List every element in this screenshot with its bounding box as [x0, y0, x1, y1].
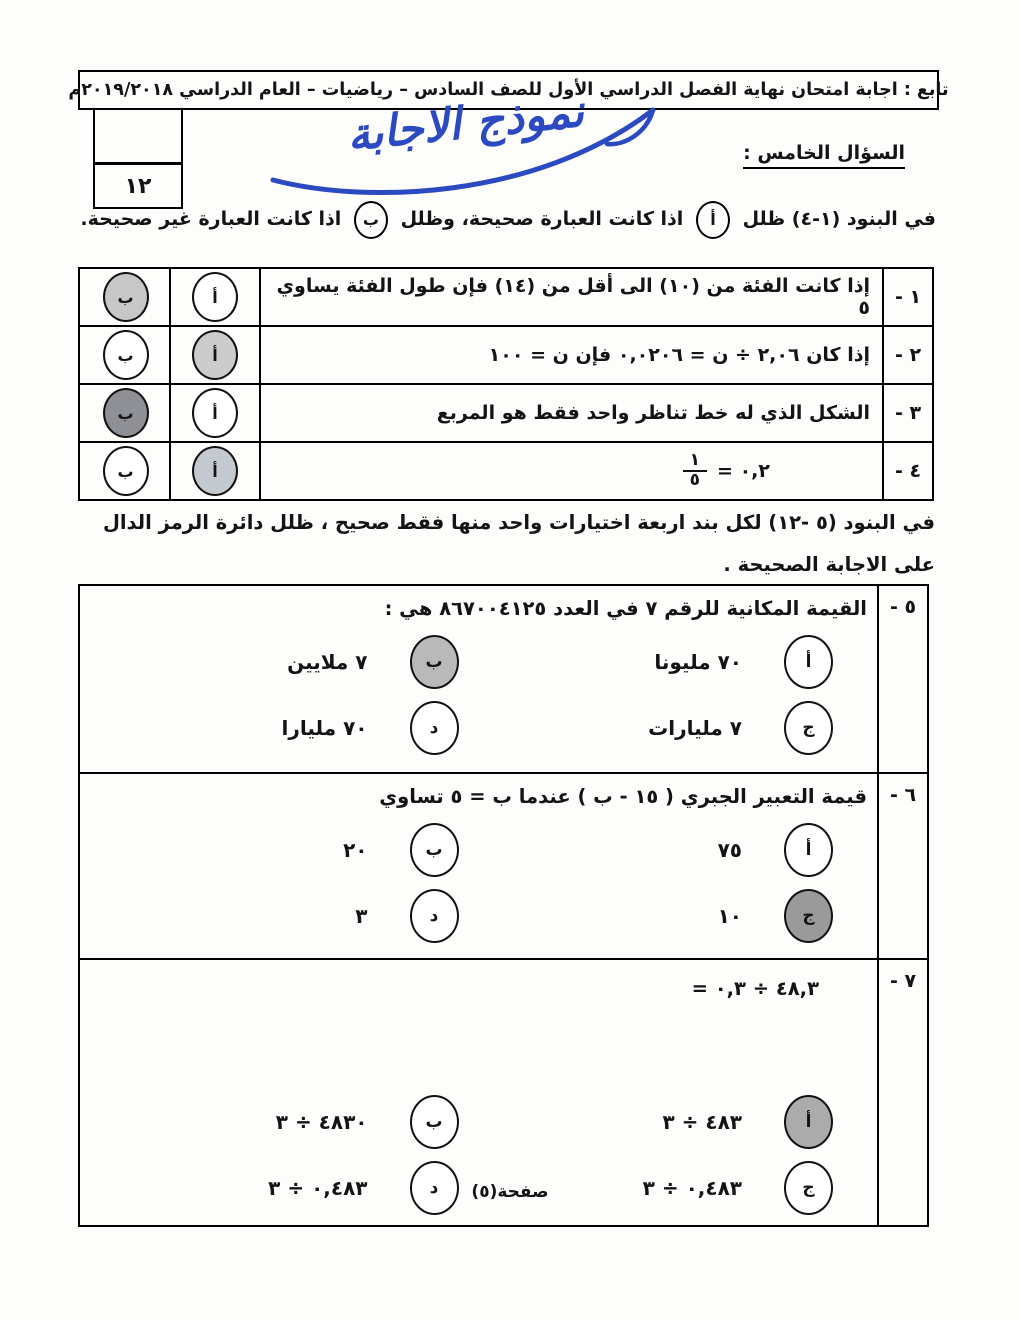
question-text: القيمة المكانية للرقم ٧ في العدد ٨٦٧٠٠٤١٢٥ هي :: [384, 597, 867, 620]
choice-a-cell: [169, 443, 259, 499]
option-text: ٧ مليارات: [648, 716, 742, 741]
bubble-letter: ج: [802, 1178, 815, 1199]
answer-bubble-b: [103, 272, 149, 322]
bubble-letter: أ: [212, 345, 218, 365]
bubble-letter: د: [429, 718, 439, 739]
answer-bubble-b: [103, 330, 149, 380]
answer-bubble-a: [192, 388, 238, 438]
option-text: ٧٥: [717, 838, 742, 863]
choice-a-cell: [169, 327, 259, 383]
answer-bubble: [410, 1095, 459, 1149]
option-a: [465, 823, 868, 877]
question-number: ٦ -: [877, 774, 927, 958]
options-grid: [90, 635, 867, 755]
score-box-empty-cell: [95, 110, 181, 165]
options-row: [90, 635, 867, 689]
equation-lhs: ٠,٢ =: [717, 460, 770, 482]
answer-bubble-b: [103, 446, 149, 496]
choice-b-cell: [82, 269, 169, 325]
score-box: [93, 108, 183, 209]
option-text: ٤٨٣ ÷ ٣: [662, 1110, 742, 1135]
choice-a-cell: [169, 385, 259, 441]
answer-bubble: [410, 701, 459, 755]
exam-header-title: تابع : اجابة امتحان نهاية الفصل الدراسي الأول للصف السادس – رياضيات – العام الدراسي ٢٠١٩/٢٠١٨م: [68, 80, 949, 100]
option-text: ٧ ملايين: [287, 650, 368, 675]
answer-bubble: [784, 889, 833, 943]
answer-bubble-a: [192, 272, 238, 322]
bubble-letter: أ: [212, 403, 218, 423]
bubble-letter: د: [429, 1178, 439, 1199]
options-grid: [90, 823, 867, 943]
answer-bubble: [784, 701, 833, 755]
bubble-letter: ب: [117, 461, 134, 481]
page-number-footer: صفحة(٥): [471, 1182, 549, 1202]
option-b: [90, 1095, 465, 1149]
option-text: ٧٠ مليونا: [654, 650, 742, 675]
item-statement: [259, 443, 882, 499]
answer-bubble: [784, 635, 833, 689]
table-row: [80, 385, 932, 443]
options-row: [90, 823, 867, 877]
section-title: السؤال الخامس :: [743, 142, 905, 169]
bubble-letter: د: [429, 906, 439, 927]
handwriting-text: نموذج الاجابة: [344, 85, 587, 162]
bubble-letter: ب: [117, 287, 134, 307]
option-j: [465, 889, 868, 943]
bubble-letter: أ: [805, 652, 812, 673]
option-text: ٧٠ مليارا: [281, 716, 368, 741]
fraction-denominator: ٥: [689, 470, 701, 490]
bubble-letter: أ: [805, 840, 812, 861]
answer-bubble: [410, 635, 459, 689]
question-body: [80, 586, 877, 772]
option-text: ٤٨٣٠ ÷ ٣: [275, 1110, 368, 1135]
item-number: ٣ -: [882, 385, 932, 441]
bubble-letter: أ: [805, 1112, 812, 1133]
mcq-question-row: [80, 586, 927, 774]
bubble-letter: ب: [117, 345, 134, 365]
item-statement: إذا كان ٢,٠٦ ÷ ن = ٠,٠٢٠٦ فإن ن = ١٠٠: [259, 327, 882, 383]
option-b: [90, 635, 465, 689]
bubble-letter: ب: [425, 1112, 443, 1133]
question-number: ٥ -: [877, 586, 927, 772]
option-text: ١٠: [717, 904, 742, 929]
answer-bubble: [784, 823, 833, 877]
choice-b-cell: [82, 443, 169, 499]
option-b: [90, 823, 465, 877]
mcq-question-row: [80, 774, 927, 960]
options-row: [90, 889, 867, 943]
bubble-letter: أ: [212, 287, 218, 307]
item-statement: الشكل الذي له خط تناظر واحد فقط هو المربع: [259, 385, 882, 441]
item-number: ٢ -: [882, 327, 932, 383]
question-text: ٤٨,٣ ÷ ٠,٣ =: [691, 977, 819, 1000]
item-number: ٤ -: [882, 443, 932, 499]
score-box-value: ١٢: [124, 173, 152, 199]
option-d: [90, 889, 465, 943]
question-text: قيمة التعبير الجبري ( ١٥ - ب ) عندما ب = ٥ تساوي: [379, 785, 867, 808]
answer-bubble: [410, 889, 459, 943]
instruction1-mid: اذا كانت العبارة صحيحة، وظلل: [400, 208, 684, 230]
table-row: [80, 443, 932, 499]
option-text: ٠,٤٨٣ ÷ ٣: [642, 1176, 742, 1201]
bubble-letter: أ: [212, 461, 218, 481]
fraction: [683, 452, 707, 490]
choice-b-cell: [82, 385, 169, 441]
fraction-numerator: ١: [683, 452, 707, 472]
option-text: ٠,٤٨٣ ÷ ٣: [268, 1176, 368, 1201]
item-statement: إذا كانت الفئة من (١٠) الى أقل من (١٤) فإن طول الفئة يساوي ٥: [259, 269, 882, 325]
instruction-items-5-12: في البنود (٥ -١٢) لكل بند اربعة اختيارات واحد منها فقط صحيح ، ظلل دائرة الرمز الدال على الاجابة الصحيحة .: [102, 511, 935, 576]
bubble-letter: ب: [425, 652, 443, 673]
answer-bubble: [784, 1095, 833, 1149]
choice-b-circle-icon: ب: [354, 201, 388, 239]
exam-header-bar: [68, 70, 949, 110]
bubble-letter: ج: [802, 718, 815, 739]
choice-b-cell: [82, 327, 169, 383]
choice-a-cell: [169, 269, 259, 325]
option-a: [465, 1095, 868, 1149]
instruction1-post: اذا كانت العبارة غير صحيحة.: [80, 208, 342, 230]
option-a: [465, 635, 868, 689]
table-row: [80, 269, 932, 327]
choice-a-circle-icon: أ: [696, 201, 730, 239]
question-number: ٧ -: [877, 960, 927, 1225]
bubble-letter: ب: [425, 840, 443, 861]
option-text: ٢٠: [343, 838, 368, 863]
options-row: [90, 701, 867, 755]
option-text: ٣: [355, 904, 368, 929]
option-j: [465, 701, 868, 755]
instruction-items-1-4: [80, 196, 936, 242]
true-false-table: [78, 267, 934, 501]
item-number: ١ -: [882, 269, 932, 325]
mcq-table: [78, 584, 929, 1227]
bubble-letter: ب: [117, 403, 134, 423]
options-row: [90, 1095, 867, 1149]
bubble-letter: ج: [802, 906, 815, 927]
question-body: [80, 774, 877, 958]
instruction1-pre: في البنود (١-٤) ظلل: [742, 208, 936, 230]
answer-bubble-a: [192, 330, 238, 380]
answer-bubble: [410, 823, 459, 877]
answer-bubble-a: [192, 446, 238, 496]
table-row: [80, 327, 932, 385]
answer-bubble-b: [103, 388, 149, 438]
option-d: [90, 701, 465, 755]
